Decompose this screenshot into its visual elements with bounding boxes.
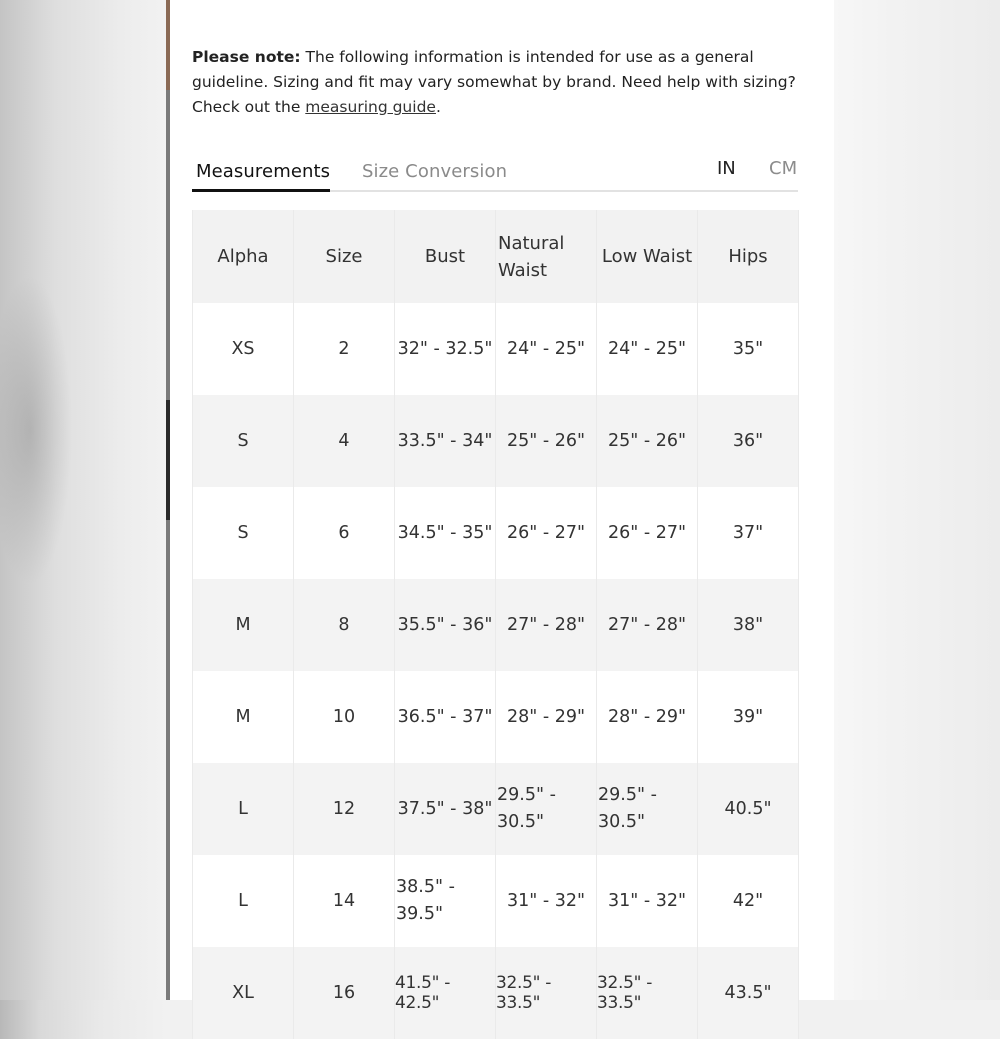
cell-alpha: M	[193, 579, 294, 671]
cell-natural-waist: 27" - 28"	[496, 579, 597, 671]
cell-bust: 38.5" - 39.5"	[395, 855, 496, 947]
cell-bust: 34.5" - 35"	[395, 487, 496, 579]
cell-natural-waist: 24" - 25"	[496, 303, 597, 395]
table-row	[193, 395, 799, 487]
cell-natural-waist: 28" - 29"	[496, 671, 597, 763]
sizing-note	[192, 45, 812, 120]
cell-natural-waist: 26" - 27"	[496, 487, 597, 579]
cell-alpha: L	[193, 763, 294, 855]
size-chart-tabs	[192, 155, 798, 192]
cell-size: 4	[294, 395, 395, 487]
cell-low-waist: 32.5" - 33.5"	[597, 947, 698, 1039]
cell-alpha: M	[193, 671, 294, 763]
cell-hips: 38"	[698, 579, 799, 671]
cell-hips: 40.5"	[698, 763, 799, 855]
cell-bust: 37.5" - 38"	[395, 763, 496, 855]
unit-toggle-cm[interactable]: CM	[769, 158, 798, 179]
cell-low-waist: 31" - 32"	[597, 855, 698, 947]
cell-alpha: L	[193, 855, 294, 947]
size-table	[192, 210, 798, 1039]
cell-hips: 35"	[698, 303, 799, 395]
cell-low-waist: 26" - 27"	[597, 487, 698, 579]
column-header-natural-waist: Natural Waist	[496, 210, 597, 303]
column-header-bust: Bust	[395, 210, 496, 303]
cell-size: 16	[294, 947, 395, 1039]
background-left	[0, 0, 168, 1000]
cell-size: 2	[294, 303, 395, 395]
table-row	[193, 763, 799, 855]
cell-bust: 36.5" - 37"	[395, 671, 496, 763]
tab-measurements[interactable]: Measurements	[192, 161, 330, 192]
cell-hips: 42"	[698, 855, 799, 947]
cell-size: 8	[294, 579, 395, 671]
unit-toggle-in[interactable]: IN	[717, 158, 736, 179]
measuring-guide-link[interactable]: measuring guide	[305, 98, 436, 116]
table-row	[193, 487, 799, 579]
cell-natural-waist: 31" - 32"	[496, 855, 597, 947]
note-text: The following information is intended for use as a general guideline. Sizing and fit may vary somewhat by brand. Need help with sizing? Check out the	[192, 48, 796, 116]
cell-natural-waist: 29.5" - 30.5"	[496, 763, 597, 855]
cell-alpha: XS	[193, 303, 294, 395]
column-header-size: Size	[294, 210, 395, 303]
cell-low-waist: 29.5" - 30.5"	[597, 763, 698, 855]
cell-size: 6	[294, 487, 395, 579]
note-bold-label: Please note:	[192, 48, 301, 66]
table-row	[193, 671, 799, 763]
cell-natural-waist: 32.5" - 33.5"	[496, 947, 597, 1039]
column-header-low-waist: Low Waist	[597, 210, 698, 303]
column-header-alpha: Alpha	[193, 210, 294, 303]
cell-size: 14	[294, 855, 395, 947]
cell-bust: 35.5" - 36"	[395, 579, 496, 671]
cell-low-waist: 25" - 26"	[597, 395, 698, 487]
cell-low-waist: 28" - 29"	[597, 671, 698, 763]
cell-hips: 37"	[698, 487, 799, 579]
column-header-hips: Hips	[698, 210, 799, 303]
cell-bust: 33.5" - 34"	[395, 395, 496, 487]
table-header-row	[193, 210, 799, 303]
size-chart-page	[170, 0, 834, 1013]
cell-natural-waist: 25" - 26"	[496, 395, 597, 487]
table-row	[193, 947, 799, 1039]
background-right	[834, 0, 1000, 1000]
table-row	[193, 855, 799, 947]
note-end: .	[435, 98, 441, 116]
cell-alpha: S	[193, 395, 294, 487]
cell-hips: 36"	[698, 395, 799, 487]
cell-alpha: S	[193, 487, 294, 579]
cell-hips: 43.5"	[698, 947, 799, 1039]
tab-size-conversion[interactable]: Size Conversion	[362, 161, 508, 182]
cell-size: 10	[294, 671, 395, 763]
cell-low-waist: 27" - 28"	[597, 579, 698, 671]
cell-low-waist: 24" - 25"	[597, 303, 698, 395]
table-row	[193, 303, 799, 395]
table-row	[193, 579, 799, 671]
cell-bust: 41.5" - 42.5"	[395, 947, 496, 1039]
cell-hips: 39"	[698, 671, 799, 763]
cell-size: 12	[294, 763, 395, 855]
cell-bust: 32" - 32.5"	[395, 303, 496, 395]
cell-alpha: XL	[193, 947, 294, 1039]
